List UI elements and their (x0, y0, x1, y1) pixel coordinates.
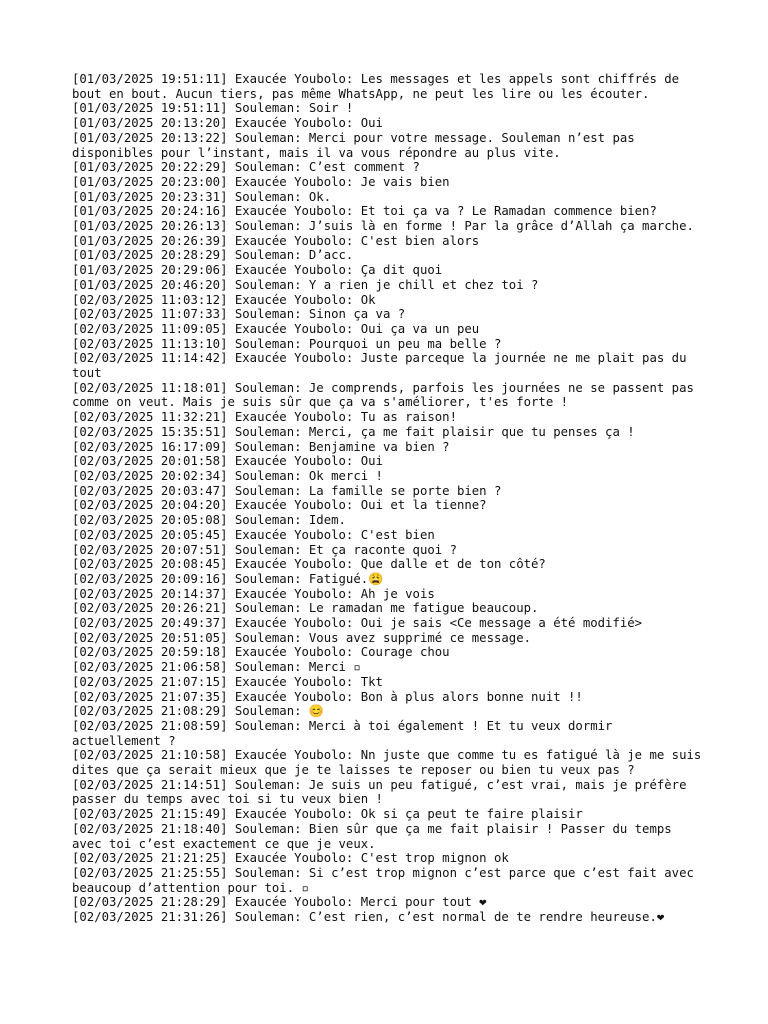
chat-line: [02/03/2025 21:28:29] Exaucée Youbolo: Merci pour tout ❤ (72, 895, 487, 910)
chat-line: [02/03/2025 21:08:29] Souleman: 😊 (72, 704, 325, 719)
chat-line: [02/03/2025 20:08:45] Exaucée Youbolo: Que dalle et de ton côté? (72, 557, 546, 572)
chat-line: [02/03/2025 21:06:58] Souleman: Merci ▫ (72, 660, 361, 675)
chat-line: [02/03/2025 20:02:34] Souleman: Ok merci ! (72, 468, 383, 483)
chat-line: [02/03/2025 11:03:12] Exaucée Youbolo: Ok (72, 292, 376, 307)
chat-line: [02/03/2025 20:04:20] Exaucée Youbolo: Oui et la tienne? (72, 498, 487, 513)
chat-line: [02/03/2025 11:32:21] Exaucée Youbolo: Tu as raison! (72, 410, 457, 425)
chat-line: [01/03/2025 20:26:39] Exaucée Youbolo: C'est bien alors (72, 233, 480, 248)
chat-line: [02/03/2025 21:31:26] Souleman: C’est rien, c’est normal de te rendre heureuse.❤ (72, 910, 665, 925)
chat-line: [02/03/2025 20:59:18] Exaucée Youbolo: Courage chou (72, 645, 450, 660)
chat-line: [02/03/2025 15:35:51] Souleman: Merci, ça me fait plaisir que tu penses ça ! (72, 424, 635, 439)
chat-line: [02/03/2025 20:07:51] Souleman: Et ça raconte quoi ? (72, 542, 457, 557)
chat-line: [02/03/2025 20:14:37] Exaucée Youbolo: Ah je vois (72, 586, 435, 601)
chat-line: [01/03/2025 20:13:22] Souleman: Merci pour votre message. Souleman n’est pas disponibles pour l’instant, mais il va vous répondre au plus vite. (72, 130, 643, 160)
chat-line: [02/03/2025 11:09:05] Exaucée Youbolo: Oui ça va un peu (72, 321, 480, 336)
chat-line: [01/03/2025 20:22:29] Souleman: C’est comment ? (72, 160, 420, 175)
chat-log (72, 72, 709, 925)
chat-line: [02/03/2025 21:08:59] Souleman: Merci à toi également ! Et tu veux dormir actuellement ? (72, 718, 620, 748)
chat-line: [02/03/2025 21:25:55] Souleman: Si c’est trop mignon c’est parce que c’est fait avec beaucoup d’attention pour toi. ▫ (72, 865, 702, 895)
chat-line: [02/03/2025 20:26:21] Souleman: Le ramadan me fatigue beaucoup. (72, 601, 539, 616)
chat-line: [02/03/2025 21:07:35] Exaucée Youbolo: Bon à plus alors bonne nuit !! (72, 689, 583, 704)
chat-line: [02/03/2025 21:07:15] Exaucée Youbolo: Tkt (72, 674, 383, 689)
chat-line: [02/03/2025 21:14:51] Souleman: Je suis un peu fatigué, c’est vrai, mais je préfère passer du temps avec toi si tu veux bien ! (72, 777, 694, 807)
chat-line: [02/03/2025 21:18:40] Souleman: Bien sûr que ça me fait plaisir ! Passer du temps avec toi c’est exactement ce que je veux. (72, 821, 680, 851)
chat-line: [02/03/2025 20:49:37] Exaucée Youbolo: Oui je sais <Ce message a été modifié> (72, 616, 643, 631)
chat-line: [01/03/2025 20:46:20] Souleman: Y a rien je chill et chez toi ? (72, 277, 539, 292)
chat-line: [01/03/2025 20:29:06] Exaucée Youbolo: Ça dit quoi (72, 263, 443, 278)
chat-line: [02/03/2025 20:01:58] Exaucée Youbolo: Oui (72, 454, 383, 469)
chat-line: [02/03/2025 11:14:42] Exaucée Youbolo: Juste parceque la journée ne me plait pas du tout (72, 351, 694, 381)
chat-line: [02/03/2025 11:13:10] Souleman: Pourquoi un peu ma belle ? (72, 336, 502, 351)
chat-line: [02/03/2025 11:18:01] Souleman: Je comprends, parfois les journées ne se passent pas comme on veut. Mais je suis sûr que ça va s'améliorer, t'es forte ! (72, 380, 702, 410)
chat-line: [02/03/2025 20:03:47] Souleman: La famille se porte bien ? (72, 483, 502, 498)
chat-line: [01/03/2025 20:28:29] Souleman: D’acc. (72, 248, 354, 263)
chat-line: [01/03/2025 19:51:11] Exaucée Youbolo: Les messages et les appels sont chiffrés de bout en bout. Aucun tiers, pas même WhatsApp, ne peut les lire ou les écouter. (72, 72, 687, 101)
chat-line: [02/03/2025 11:07:33] Souleman: Sinon ça va ? (72, 307, 406, 322)
chat-line: [02/03/2025 20:05:45] Exaucée Youbolo: C'est bien (72, 527, 435, 542)
chat-line: [01/03/2025 20:23:31] Souleman: Ok. (72, 189, 332, 204)
chat-line: [01/03/2025 20:13:20] Exaucée Youbolo: Oui (72, 116, 383, 131)
chat-line: [02/03/2025 21:15:49] Exaucée Youbolo: Ok si ça peut te faire plaisir (72, 807, 583, 822)
chat-line: [02/03/2025 16:17:09] Souleman: Benjamine va bien ? (72, 439, 450, 454)
chat-line: [02/03/2025 20:09:16] Souleman: Fatigué.😩 (72, 571, 384, 586)
chat-line: [02/03/2025 21:10:58] Exaucée Youbolo: Nn juste que comme tu es fatigué là je me suis dites que ça serait mieux que je te laisses te reposer ou bien tu veux pas ? (72, 748, 709, 778)
chat-line: [02/03/2025 20:05:08] Souleman: Idem. (72, 513, 346, 528)
chat-line: [02/03/2025 20:51:05] Souleman: Vous avez supprimé ce message. (72, 630, 532, 645)
chat-line: [01/03/2025 19:51:11] Souleman: Soir ! (72, 101, 354, 116)
chat-line: [01/03/2025 20:23:00] Exaucée Youbolo: Je vais bien (72, 174, 450, 189)
chat-line: [01/03/2025 20:26:13] Souleman: J’suis là en forme ! Par la grâce d’Allah ça marche. (72, 219, 694, 234)
chat-line: [02/03/2025 21:21:25] Exaucée Youbolo: C'est trop mignon ok (72, 851, 509, 866)
chat-line: [01/03/2025 20:24:16] Exaucée Youbolo: Et toi ça va ? Le Ramadan commence bien? (72, 204, 657, 219)
